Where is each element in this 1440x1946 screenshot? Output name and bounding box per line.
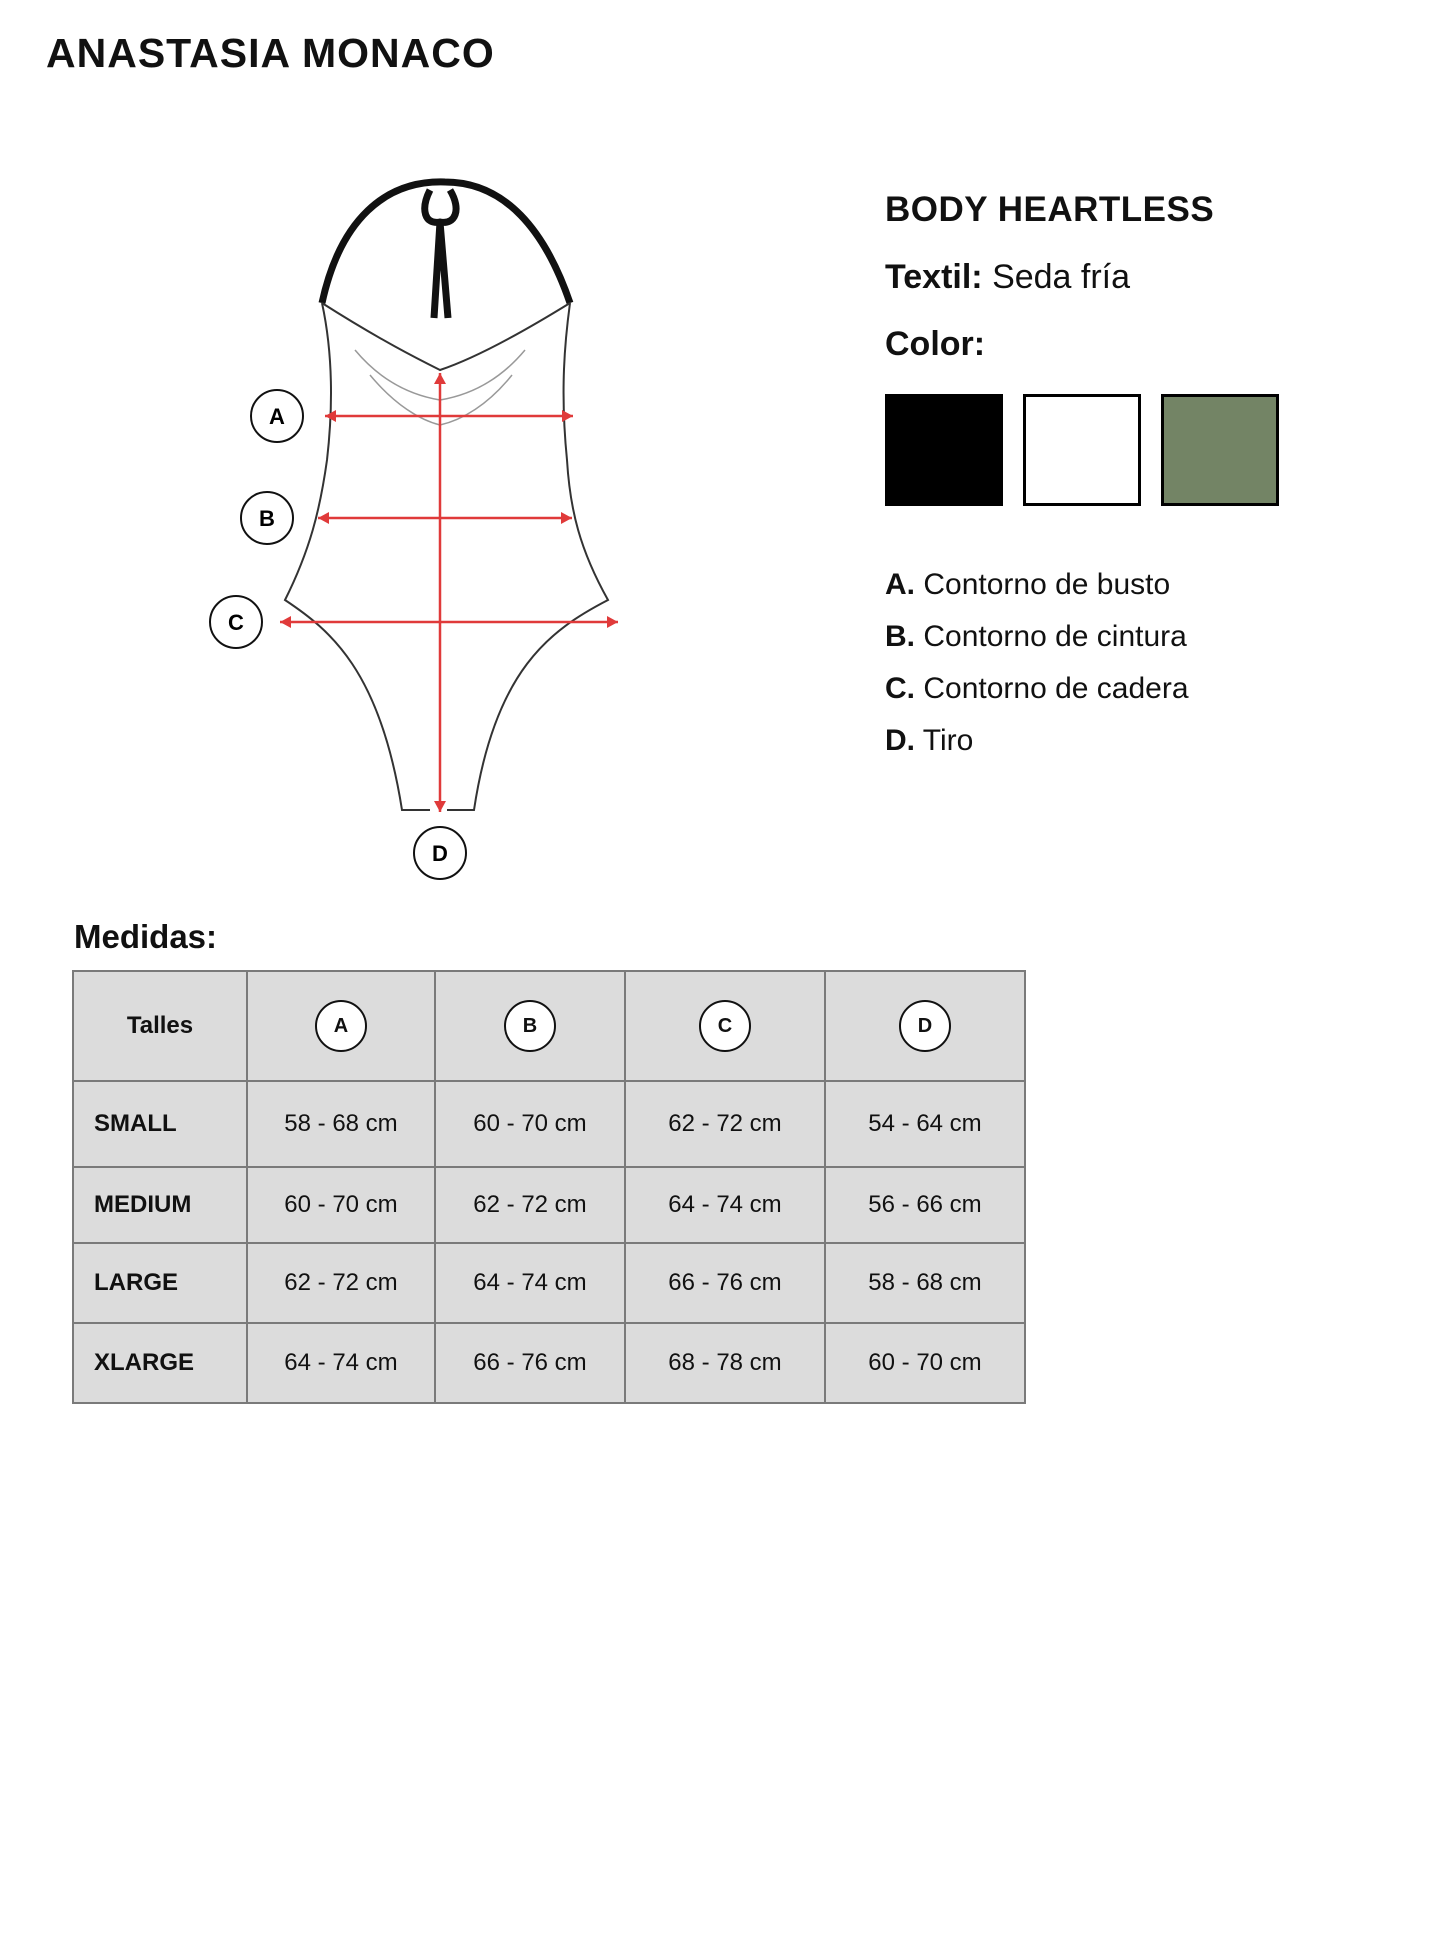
legend-item-d [885, 724, 1405, 758]
marker-a-badge: A [315, 1000, 367, 1052]
arrow-b-right [561, 512, 572, 524]
table-row [73, 1167, 1025, 1243]
size-cell: MEDIUM [73, 1167, 247, 1243]
header-col-b [435, 971, 625, 1081]
value-cell: 62 - 72 cm [625, 1081, 825, 1167]
product-title: BODY HEARTLESS [885, 190, 1215, 229]
legend-key: C. [885, 672, 915, 705]
medidas-title: Medidas: [74, 918, 218, 955]
value-cell: 60 - 70 cm [247, 1167, 435, 1243]
value-cell: 62 - 72 cm [247, 1243, 435, 1323]
measurement-legend [885, 568, 1405, 758]
header-talles: Talles [73, 971, 247, 1081]
color-swatch-black[interactable] [885, 394, 1003, 506]
header-col-c [625, 971, 825, 1081]
marker-c-label: C [228, 610, 244, 635]
legend-text: Contorno de cintura [923, 620, 1187, 653]
size-cell: SMALL [73, 1081, 247, 1167]
bodysuit-illustration [190, 160, 650, 890]
color-swatch-white[interactable] [1023, 394, 1141, 506]
arrow-d-top [434, 373, 446, 384]
marker-a-label: A [269, 404, 285, 429]
arrow-a-right [562, 410, 573, 422]
marker-d-badge: D [899, 1000, 951, 1052]
value-cell: 64 - 74 cm [625, 1167, 825, 1243]
legend-text: Contorno de busto [923, 568, 1171, 601]
arrow-c-left [280, 616, 291, 628]
neck-tie [425, 190, 456, 318]
legend-item-b [885, 620, 1405, 654]
value-cell: 60 - 70 cm [825, 1323, 1025, 1403]
table-row [73, 1081, 1025, 1167]
size-table [72, 970, 1026, 1404]
table-row [73, 1323, 1025, 1403]
color-swatches [885, 394, 1405, 506]
legend-text: Contorno de cadera [923, 672, 1189, 705]
legend-item-a [885, 568, 1405, 602]
legend-key: A. [885, 568, 915, 601]
value-cell: 64 - 74 cm [247, 1323, 435, 1403]
marker-c-badge: C [699, 1000, 751, 1052]
garment-diagram [190, 160, 650, 890]
product-info [885, 190, 1405, 776]
color-label: Color: [885, 325, 986, 363]
brand-logo: ANASTASIA MONACO [46, 30, 495, 76]
marker-d-label: D [432, 841, 448, 866]
legend-key: D. [885, 724, 915, 757]
arrow-b-left [318, 512, 329, 524]
table-row [73, 1243, 1025, 1323]
legend-item-c [885, 672, 1405, 706]
textil-label: Textil: [885, 258, 983, 296]
color-swatch-green[interactable] [1161, 394, 1279, 506]
value-cell: 66 - 76 cm [625, 1243, 825, 1323]
legend-text: Tiro [922, 724, 974, 757]
arrow-d-bottom [434, 801, 446, 812]
header-col-d [825, 971, 1025, 1081]
textil-line [885, 258, 1405, 297]
size-cell: LARGE [73, 1243, 247, 1323]
value-cell: 68 - 78 cm [625, 1323, 825, 1403]
value-cell: 66 - 76 cm [435, 1323, 625, 1403]
body-outline [285, 303, 608, 810]
value-cell: 58 - 68 cm [247, 1081, 435, 1167]
value-cell: 60 - 70 cm [435, 1081, 625, 1167]
legend-key: B. [885, 620, 915, 653]
textil-value: Seda fría [992, 258, 1131, 296]
value-cell: 64 - 74 cm [435, 1243, 625, 1323]
arrow-c-right [607, 616, 618, 628]
value-cell: 54 - 64 cm [825, 1081, 1025, 1167]
value-cell: 56 - 66 cm [825, 1167, 1025, 1243]
marker-b-badge: B [504, 1000, 556, 1052]
value-cell: 62 - 72 cm [435, 1167, 625, 1243]
header-col-a [247, 971, 435, 1081]
marker-b-label: B [259, 506, 275, 531]
size-cell: XLARGE [73, 1323, 247, 1403]
table-header-row [73, 971, 1025, 1081]
value-cell: 58 - 68 cm [825, 1243, 1025, 1323]
